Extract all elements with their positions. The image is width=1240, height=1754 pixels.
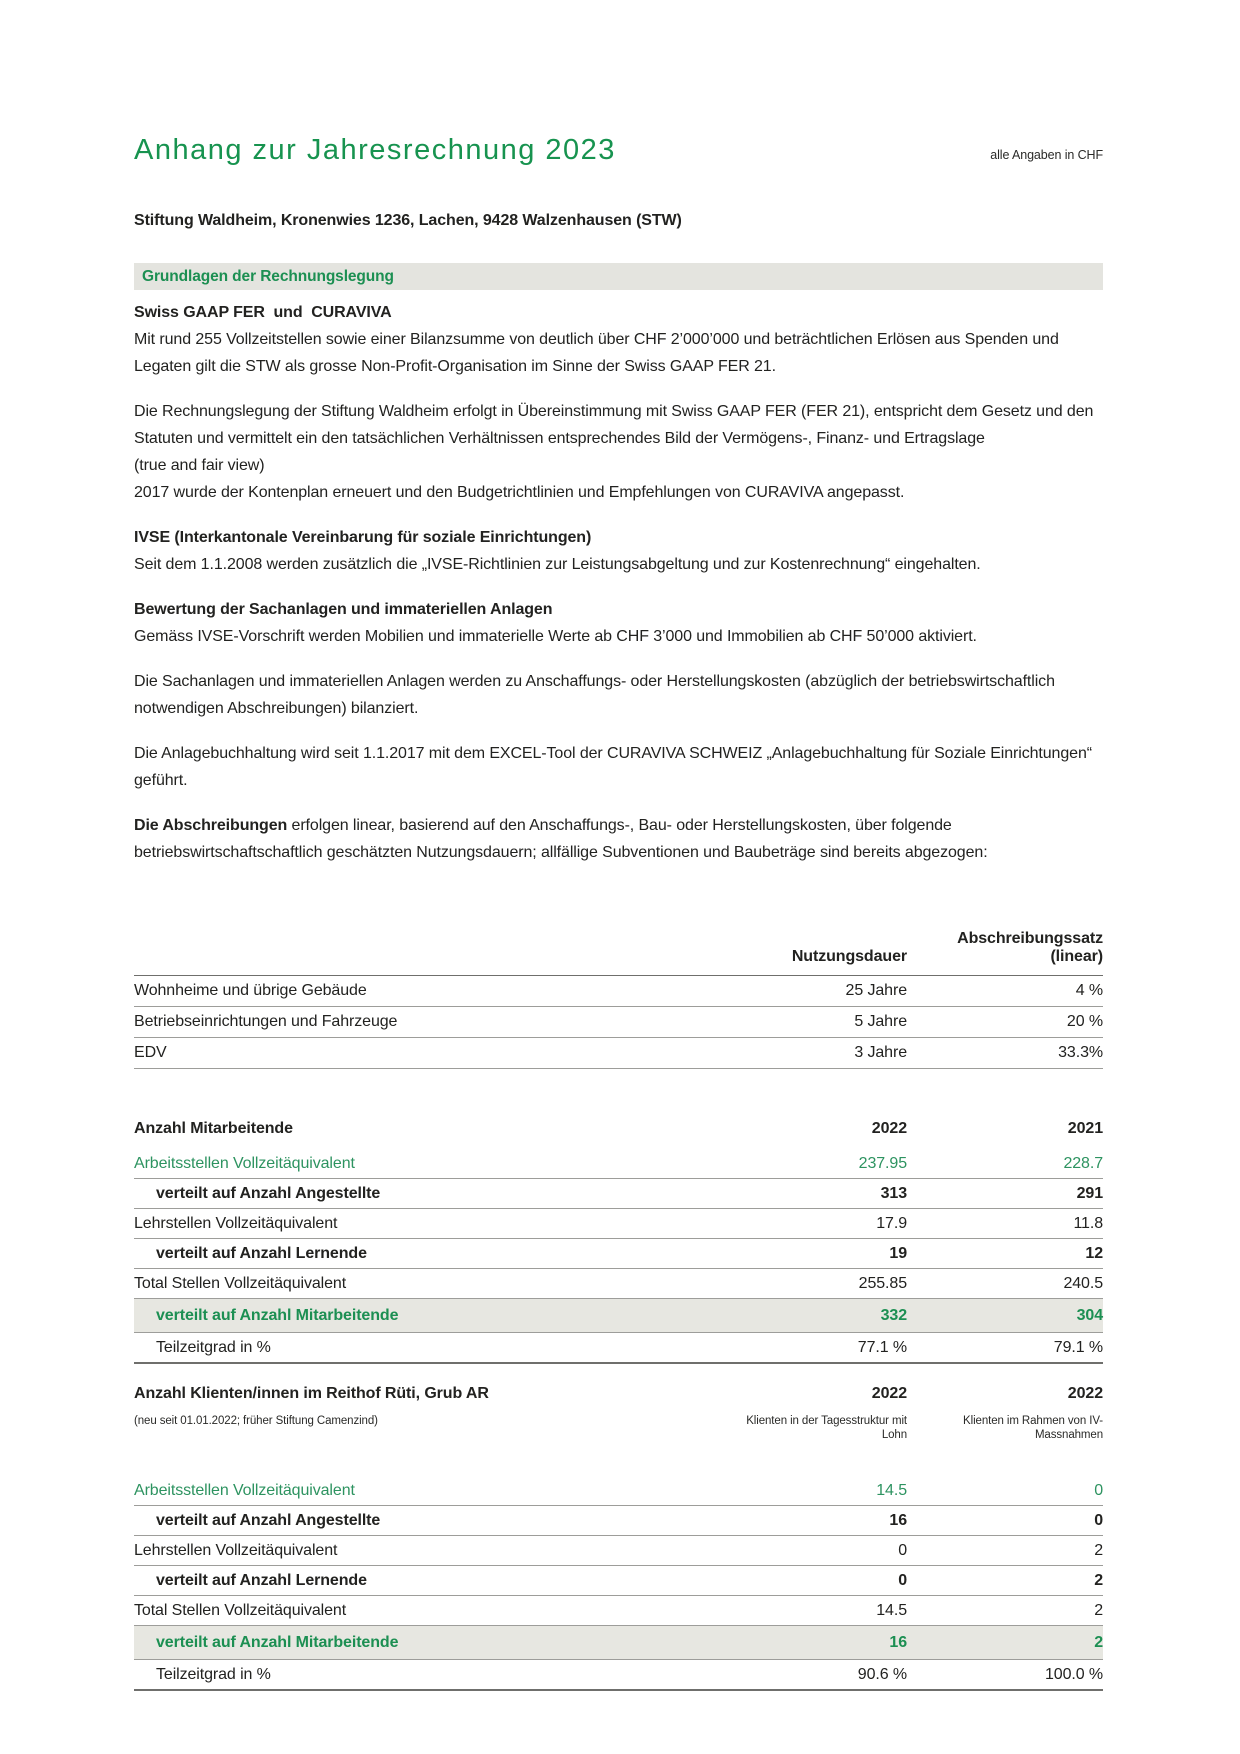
employees-year-2021: 2021 bbox=[1067, 1120, 1103, 1137]
clients-table bbox=[134, 1380, 1103, 1691]
paragraph-ivse: Seit dem 1.1.2008 werden zusätzlich die „IVSE-Richtlinien zur Leistungsabgeltung und zur Kostenrechnung“ eingehalten. bbox=[134, 556, 981, 573]
clients-year-col2: 2022 bbox=[1067, 1385, 1103, 1402]
depreciation-row-betriebseinrichtungen: Betriebseinrichtungen und Fahrzeuge 5 Jahre 20 % bbox=[134, 1007, 1103, 1038]
depreciation-row-wohnheime: Wohnheime und übrige Gebäude 25 Jahre 4 % bbox=[134, 976, 1103, 1007]
paragraph-kontenplan: 2017 wurde der Kontenplan erneuert und den Budgetrichtlinien und Empfehlungen von CURAVIVA angepasst. bbox=[134, 484, 905, 501]
employees-row-mitarbeitende: verteilt auf Anzahl Mitarbeitende 332 304 bbox=[134, 1299, 1103, 1333]
employees-table-title: Anzahl Mitarbeitende bbox=[134, 1120, 293, 1137]
employees-table-header bbox=[134, 1109, 1103, 1149]
clients-row-total: Total Stellen Vollzeitäquivalent 14.5 2 bbox=[134, 1596, 1103, 1626]
column-abschreibungssatz-line2: (linear) bbox=[1050, 948, 1103, 965]
clients-col1-label: Klienten in der Tagesstruktur mit Lohn bbox=[746, 1415, 907, 1441]
clients-row-lehrstellen: Lehrstellen Vollzeitäquivalent 0 2 bbox=[134, 1536, 1103, 1566]
employees-row-lehrstellen: Lehrstellen Vollzeitäquivalent 17.9 11.8 bbox=[134, 1209, 1103, 1239]
employees-row-angestellte: verteilt auf Anzahl Angestellte 313 291 bbox=[134, 1179, 1103, 1209]
paragraph-abschreibungen bbox=[134, 812, 1103, 866]
heading-ivse: IVSE (Interkantonale Vereinbarung für soziale Einrichtungen) bbox=[134, 529, 592, 546]
paragraph-true-fair-view: (true and fair view) bbox=[134, 457, 265, 474]
section-header-bar bbox=[134, 263, 1103, 290]
page-title: Anhang zur Jahresrechnung 2023 bbox=[134, 134, 616, 166]
organization-line: Stiftung Waldheim, Kronenwies 1236, Lachen, 9428 Walzenhausen (STW) bbox=[134, 212, 682, 229]
clients-table-header bbox=[134, 1380, 1103, 1408]
heading-bewertung: Bewertung der Sachanlagen und immateriellen Anlagen bbox=[134, 601, 553, 618]
paragraph-gaap-2-group bbox=[134, 398, 1103, 506]
paragraph-gaap-2: Die Rechnungslegung der Stiftung Waldheim erfolgt in Übereinstimmung mit Swiss GAAP FER (FER 21), entspricht dem Gesetz und den Statuten und vermittelt ein den tatsächlichen Verhältnissen entsprechendes Bild der Vermögens-, Finanz- und Ertragslage bbox=[134, 403, 1094, 447]
clients-col2-label: Klienten im Rahmen von IV-Massnahmen bbox=[963, 1415, 1103, 1441]
clients-table-subheader bbox=[134, 1408, 1103, 1462]
column-abschreibungssatz-line1: Abschreibungssatz bbox=[957, 930, 1103, 947]
employees-row-arbeitsstellen: Arbeitsstellen Vollzeitäquivalent 237.95 228.7 bbox=[134, 1149, 1103, 1179]
currency-note: alle Angaben in CHF bbox=[990, 148, 1103, 162]
abschreibungen-rest: erfolgen linear, basierend auf den Anschaffungs-, Bau- oder Herstellungskosten, über folgende betriebswirtschaftschaftlich geschätzten Nutzungsdauern; allfällige Subventionen und Baubeträge sind bereits abgezogen: bbox=[134, 817, 988, 861]
section-header-label: Grundlagen der Rechnungslegung bbox=[142, 267, 394, 285]
clients-year-col1: 2022 bbox=[871, 1385, 907, 1402]
employees-row-lernende: verteilt auf Anzahl Lernende 19 12 bbox=[134, 1239, 1103, 1269]
column-nutzungsdauer: Nutzungsdauer bbox=[791, 948, 907, 965]
clients-table-title: Anzahl Klienten/innen im Reithof Rüti, Grub AR bbox=[134, 1385, 489, 1402]
clients-row-arbeitsstellen: Arbeitsstellen Vollzeitäquivalent 14.5 0 bbox=[134, 1476, 1103, 1506]
paragraph-gaap-1: Mit rund 255 Vollzeitstellen sowie einer Bilanzsumme von deutlich über CHF 2’000’000 und beträchtlichen Erlösen aus Spenden und Legaten gilt die STW als grosse Non-Profit-Organisation im Sinne der Swiss GAAP FER 21. bbox=[134, 331, 1059, 375]
depreciation-row-edv: EDV 3 Jahre 33.3% bbox=[134, 1038, 1103, 1069]
employees-table bbox=[134, 1109, 1103, 1364]
clients-row-lernende: verteilt auf Anzahl Lernende 0 2 bbox=[134, 1566, 1103, 1596]
page-content bbox=[134, 0, 1103, 1691]
heading-swiss-gaap: Swiss GAAP FER und CURAVIVA bbox=[134, 304, 392, 321]
page-header bbox=[134, 133, 1103, 167]
paragraph-anlagebuchhaltung: Die Anlagebuchhaltung wird seit 1.1.2017 mit dem EXCEL-Tool der CURAVIVA SCHWEIZ „Anlagebuchhaltung für Soziale Einrichtungen“ geführt. bbox=[134, 745, 1092, 789]
depreciation-table-header bbox=[134, 930, 1103, 976]
clients-row-teilzeitgrad: Teilzeitgrad in % 90.6 % 100.0 % bbox=[134, 1660, 1103, 1691]
employees-row-total: Total Stellen Vollzeitäquivalent 255.85 240.5 bbox=[134, 1269, 1103, 1299]
column-abschreibungssatz bbox=[907, 930, 1103, 966]
depreciation-table bbox=[134, 930, 1103, 1069]
paragraph-sachanlagen: Die Sachanlagen und immateriellen Anlagen werden zu Anschaffungs- oder Herstellungskosten (abzüglich der betriebswirtschaftlich notwendigen Abschreibungen) bilanziert. bbox=[134, 673, 1055, 717]
clients-row-mitarbeitende: verteilt auf Anzahl Mitarbeitende 16 2 bbox=[134, 1626, 1103, 1660]
employees-year-2022: 2022 bbox=[871, 1120, 907, 1137]
clients-table-note: (neu seit 01.01.2022; früher Stiftung Camenzind) bbox=[134, 1415, 378, 1427]
employees-row-teilzeitgrad: Teilzeitgrad in % 77.1 % 79.1 % bbox=[134, 1333, 1103, 1364]
abschreibungen-lead: Die Abschreibungen bbox=[134, 817, 288, 834]
paragraph-bewertung: Gemäss IVSE-Vorschrift werden Mobilien und immaterielle Werte ab CHF 3’000 und Immobilien ab CHF 50’000 aktiviert. bbox=[134, 628, 977, 645]
clients-row-angestellte: verteilt auf Anzahl Angestellte 16 0 bbox=[134, 1506, 1103, 1536]
